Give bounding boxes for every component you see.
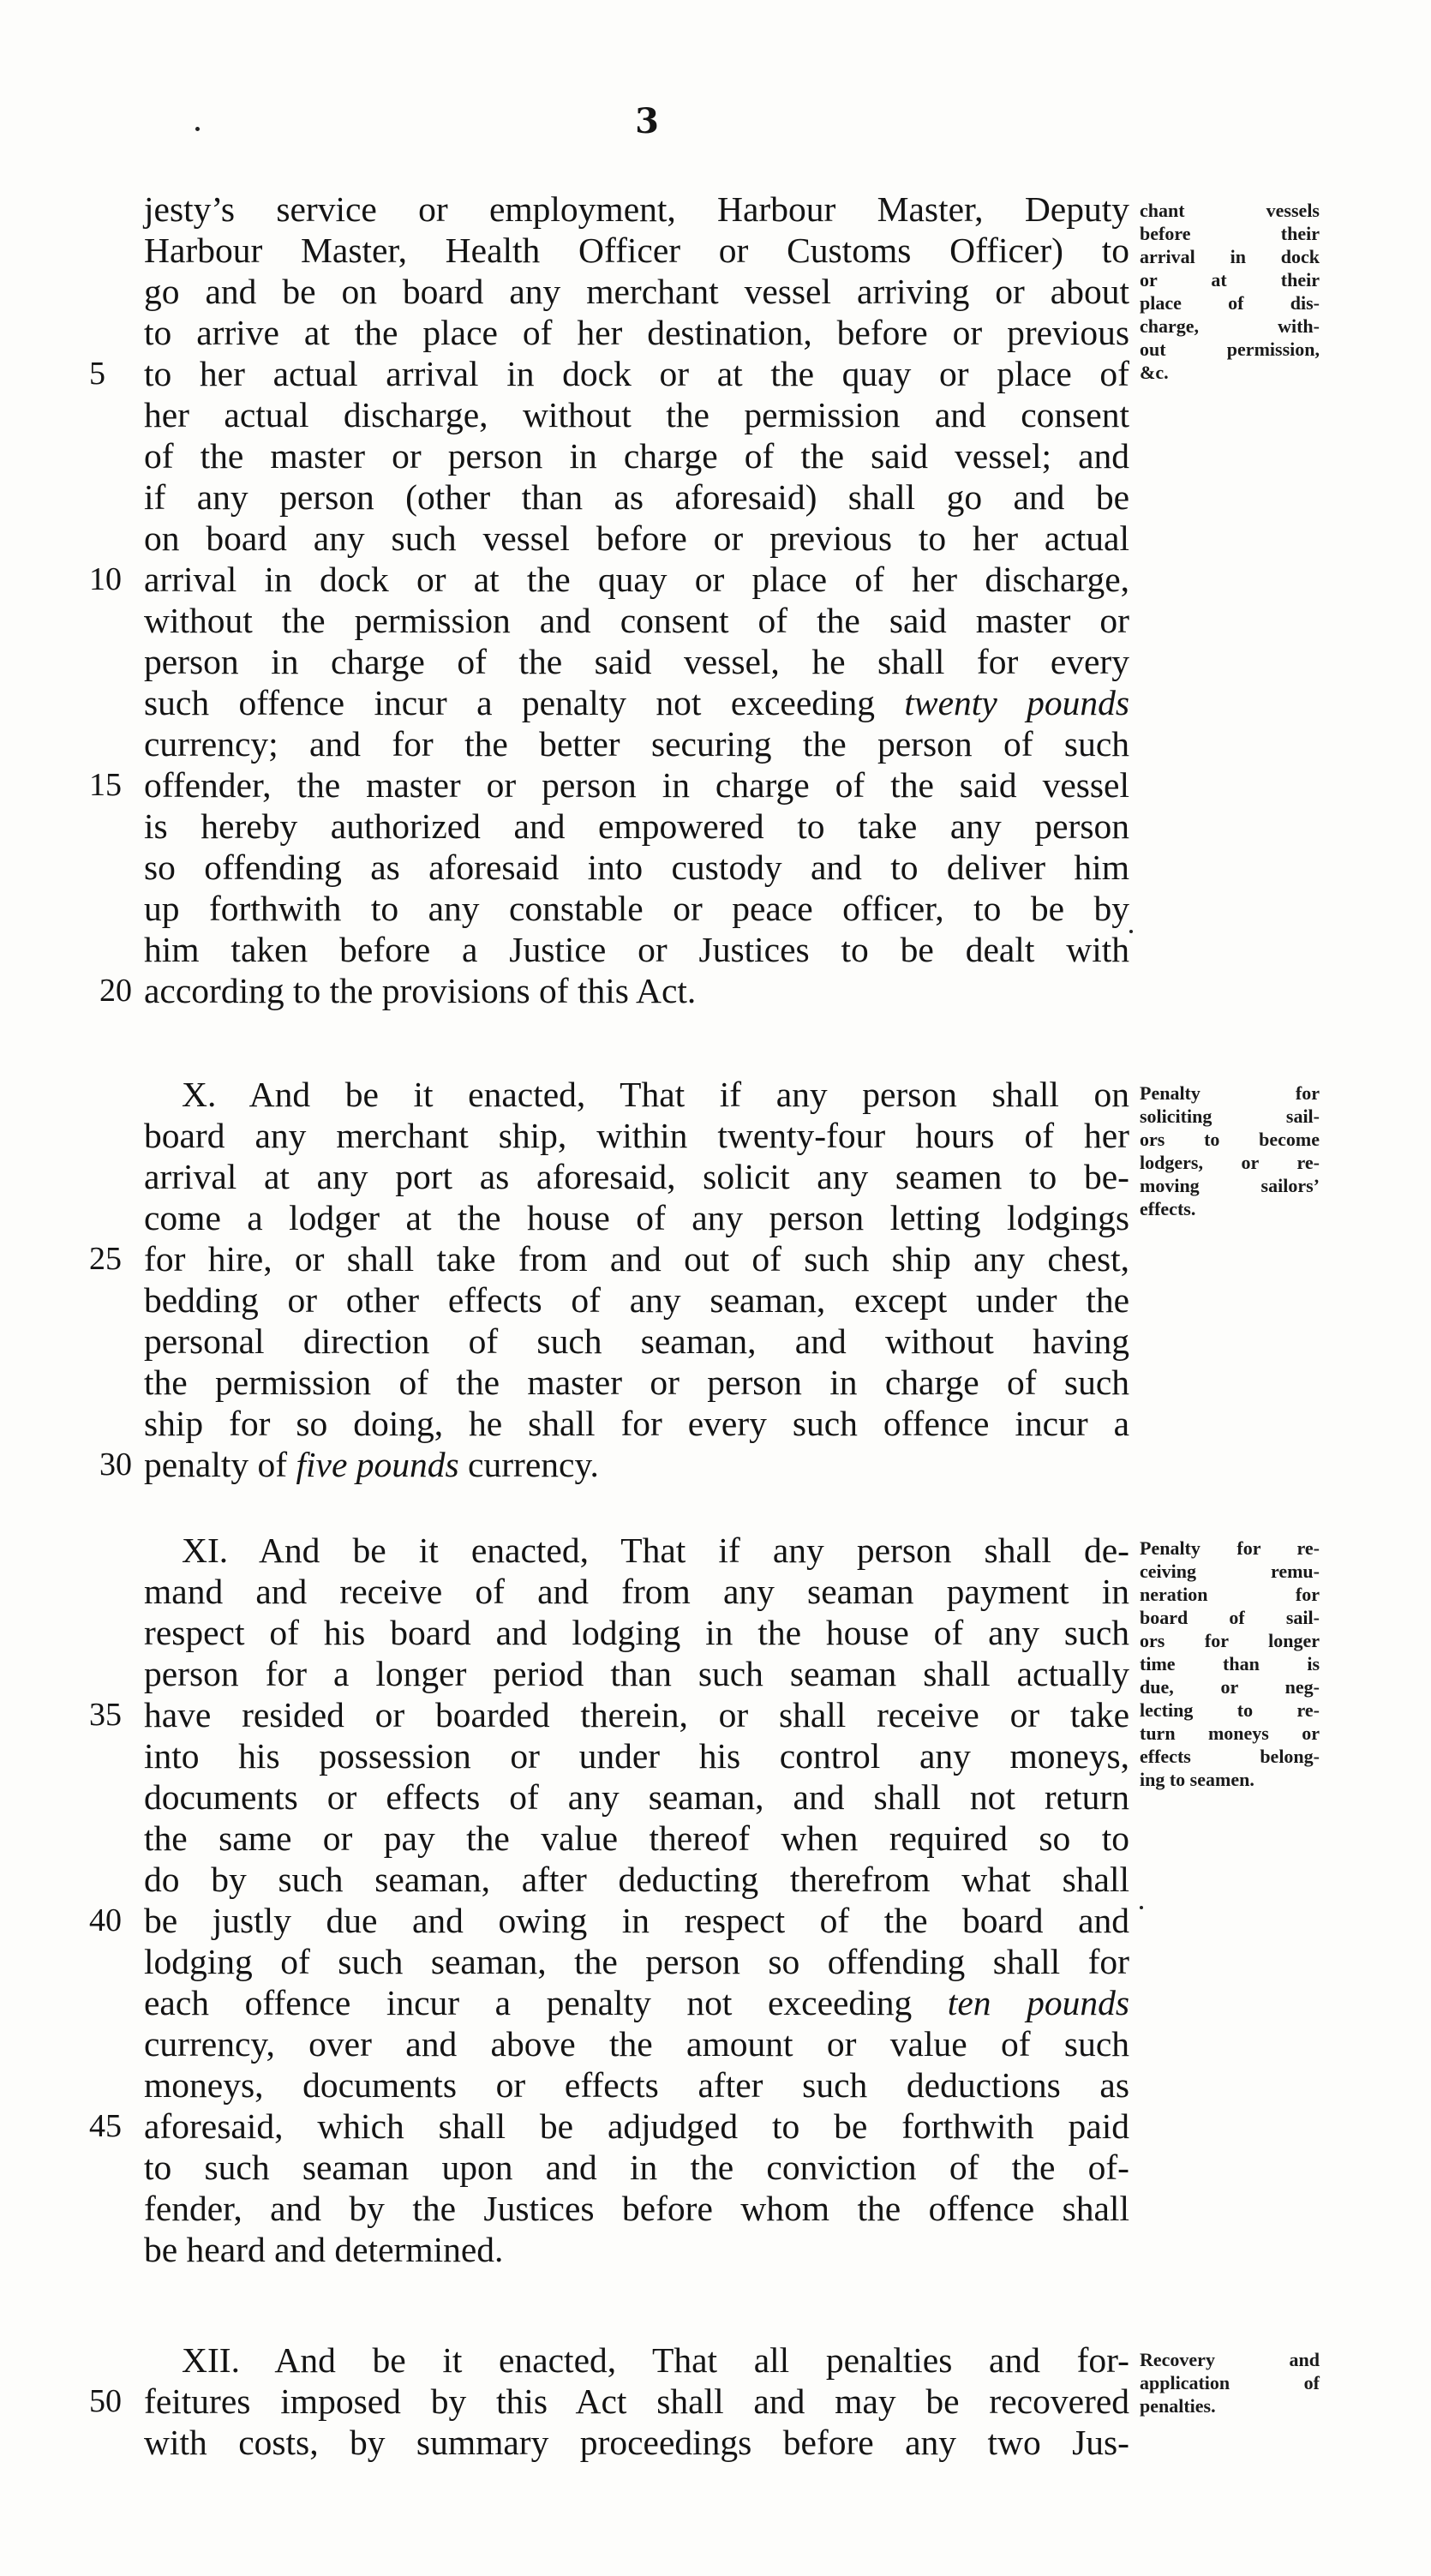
section-xii [89,2339,1129,2463]
line-number: 10 [89,561,122,597]
margin-note-line: before their [1140,223,1320,244]
text-line [144,1362,1129,1403]
text-line [144,1818,1129,1859]
section-continuation [89,189,1130,1011]
text-line [144,1115,1129,1156]
line-text: documents or effects of any seaman, and shall not return [144,1777,1129,1817]
text-line [144,476,1129,518]
line-number: 25 [89,1241,122,1277]
margin-note-line: effects belong- [1140,1746,1320,1767]
line-text: offender, the master or person in charge of the said vessel [144,765,1129,805]
margin-note-line: arrival in dock [1140,246,1320,267]
line-number: 50 [89,2383,122,2419]
line-text: moneys, documents or effects after such deductions as [144,2065,1129,2105]
section-x [89,1074,1129,1485]
text-line [144,1571,1129,1612]
text-line [144,2023,1129,2064]
text-line [89,1694,1129,1735]
text-line [144,1156,1129,1197]
line-text: person in charge of the said vessel, he shall for every [144,642,1129,681]
text-line [144,1530,1129,1571]
text-line [89,1900,1129,1941]
line-text: up forthwith to any constable or peace officer, to be by [144,889,1129,928]
line-text: XI. And be it enacted, That if any person shall de- [182,1531,1129,1570]
text-line [99,970,1129,1011]
line-text: such offence incur a penalty not exceeding [144,683,905,722]
text-line [89,764,1129,806]
text-line [144,1982,1129,2023]
margin-note-line: charge, with- [1140,315,1320,337]
text-line [144,1859,1129,1900]
text-line [144,682,1129,723]
line-text: personal direction of such seaman, and without having [144,1321,1129,1361]
text-line [144,1197,1129,1238]
margin-note-line: ors to become [1140,1129,1320,1150]
line-text: fender, and by the Justices before whom the offence shall [144,2189,1129,2228]
italic-amount: ten pounds [947,1983,1129,2022]
line-text: feitures imposed by this Act shall and may be recovered [144,2381,1129,2421]
page-number: 3 [635,101,659,141]
text-line [144,929,1129,970]
line-text: do by such seaman, after deducting therefrom what shall [144,1860,1129,1899]
margin-note-continuation [1140,199,1320,384]
text-line [144,600,1129,641]
line-number: 30 [99,1447,132,1483]
line-number: 35 [89,1697,122,1733]
margin-note-line: ceiving remu- [1140,1561,1320,1582]
line-text: Harbour Master, Health Officer or Customs Officer) to [144,231,1129,270]
text-line [144,312,1129,353]
margin-note-line: due, or neg- [1140,1676,1320,1698]
line-text: with costs, by summary proceedings before any two Jus- [144,2423,1129,2462]
line-text: XII. And be it enacted, That all penalties and for- [182,2340,1129,2380]
text-line [144,806,1129,847]
margin-note-line: neration for [1140,1584,1320,1605]
line-text: go and be on board any merchant vessel arriving or about [144,272,1129,311]
line-text: be heard and determined. [144,2230,504,2269]
margin-note-section-xi [1140,1537,1320,1791]
margin-note-line: chant vessels [1140,200,1320,221]
text-line [144,2422,1129,2463]
line-text: penalty of [144,1445,296,1484]
margin-note-line: time than is [1140,1653,1320,1674]
text-line [144,518,1129,559]
margin-note-line: place of dis- [1140,292,1320,314]
margin-note-section-xii [1140,2348,1320,2417]
margin-note-line: Recovery and [1140,2349,1320,2370]
text-line [89,2106,1129,2147]
line-text: come a lodger at the house of any person letting lodgings [144,1198,1129,1237]
margin-note-line: board of sail- [1140,1607,1320,1628]
text-line [144,2064,1129,2106]
line-text: be justly due and owing in respect of the board and [144,1901,1129,1940]
line-text: on board any such vessel before or previous to her actual [144,518,1129,558]
margin-note-line: &c. [1140,362,1169,383]
line-text: him taken before a Justice or Justices to be dealt with [144,930,1129,969]
line-text: person for a longer period than such seaman shall actually [144,1654,1129,1693]
text-line [144,2339,1129,2381]
line-text: ship for so doing, he shall for every such offence incur a [144,1404,1129,1443]
text-line [144,1403,1129,1444]
text-line [89,353,1129,394]
margin-note-line: lodgers, or re- [1140,1152,1320,1173]
line-text: X. And be it enacted, That if any person shall on [182,1075,1129,1114]
line-number: 45 [89,2108,122,2144]
line-number: 5 [89,356,105,392]
text-line [144,1735,1129,1776]
text-line [99,1444,1129,1485]
margin-note-line: moving sailors’ [1140,1175,1320,1196]
text-line [144,2188,1129,2229]
text-line [89,2381,1129,2422]
line-text: currency; and for the better securing the person of such [144,724,1129,764]
line-text: have resided or boarded therein, or shall receive or take [144,1695,1129,1734]
line-number: 15 [89,767,122,803]
text-line [89,1238,1129,1279]
line-text: of the master or person in charge of the said vessel; and [144,436,1129,476]
margin-note-line: turn moneys or [1140,1722,1320,1744]
text-line [144,394,1129,435]
line-text: board any merchant ship, within twenty-four hours of her [144,1116,1129,1155]
text-line [144,2229,1129,2270]
line-text: each offence incur a penalty not exceeding [144,1983,948,2022]
text-line [144,2147,1129,2188]
text-line [144,723,1129,764]
text-line [144,1279,1129,1321]
margin-note-line: ing to seamen. [1140,1769,1254,1790]
margin-note-line: effects. [1140,1198,1196,1219]
line-text: the permission of the master or person in charge of such [144,1363,1129,1402]
line-text: bedding or other effects of any seaman, except under the [144,1280,1129,1320]
margin-note-line: out permission, [1140,338,1320,360]
line-text: jesty’s service or employment, Harbour Master, Deputy [144,189,1129,229]
margin-note-line: or at their [1140,269,1320,291]
line-text: if any person (other than as aforesaid) shall go and be [144,477,1129,517]
line-text: currency. [458,1445,599,1484]
line-text: according to the provisions of this Act. [144,971,697,1010]
italic-amount: twenty pounds [904,683,1130,722]
line-text: arrival in dock or at the quay or place of her discharge, [144,560,1129,599]
margin-note-line: Penalty for re- [1140,1537,1320,1559]
text-line [144,1321,1129,1362]
text-line [144,230,1129,271]
line-text: into his possession or under his control any moneys, [144,1736,1129,1776]
line-text: is hereby authorized and empowered to take any person [144,806,1129,846]
line-text: currency, over and above the amount or value of such [144,2024,1129,2064]
line-text: to such seaman upon and in the conviction of the of- [144,2148,1129,2187]
text-line [144,271,1129,312]
text-line [89,559,1129,600]
text-line [144,1653,1129,1694]
line-number: 20 [99,973,132,1009]
text-line [144,1776,1129,1818]
text-line [144,189,1129,230]
line-text: without the permission and consent of the said master or [144,601,1129,640]
margin-note-section-x [1140,1081,1320,1220]
line-text: mand and receive of and from any seaman payment in [144,1572,1129,1611]
line-text: arrival at any port as aforesaid, solicit any seamen to be- [144,1157,1129,1196]
margin-note-line: ors for longer [1140,1630,1320,1651]
line-text: to her actual arrival in dock or at the quay or place of [144,354,1129,393]
margin-note-line: soliciting sail- [1140,1105,1320,1127]
line-text: respect of his board and lodging in the house of any such [144,1613,1129,1652]
margin-note-line: Penalty for [1140,1082,1320,1104]
ink-speck [195,127,200,131]
text-line [144,1941,1129,1982]
text-line [144,1074,1129,1115]
margin-note-line: application of [1140,2372,1320,2393]
text-line [144,1612,1129,1653]
margin-note-line: lecting to re- [1140,1699,1320,1721]
line-number: 40 [89,1902,122,1938]
text-line [144,847,1129,888]
text-line [144,435,1129,476]
italic-amount: five pounds [296,1445,459,1484]
line-text: for hire, or shall take from and out of such ship any chest, [144,1239,1129,1279]
line-text: to arrive at the place of her destination, before or previous [144,313,1129,352]
line-text: so offending as aforesaid into custody and to deliver him [144,848,1129,887]
ink-speck [1140,1906,1143,1909]
text-line [144,641,1129,682]
text-line [144,888,1129,929]
line-text: lodging of such seaman, the person so offending shall for [144,1942,1129,1981]
line-text: her actual discharge, without the permission and consent [144,395,1129,434]
section-xi [89,1530,1129,2270]
margin-note-line: penalties. [1140,2395,1216,2417]
ink-speck [1129,930,1133,933]
line-text: the same or pay the value thereof when required so to [144,1818,1129,1858]
line-text: aforesaid, which shall be adjudged to be forthwith paid [144,2106,1129,2146]
